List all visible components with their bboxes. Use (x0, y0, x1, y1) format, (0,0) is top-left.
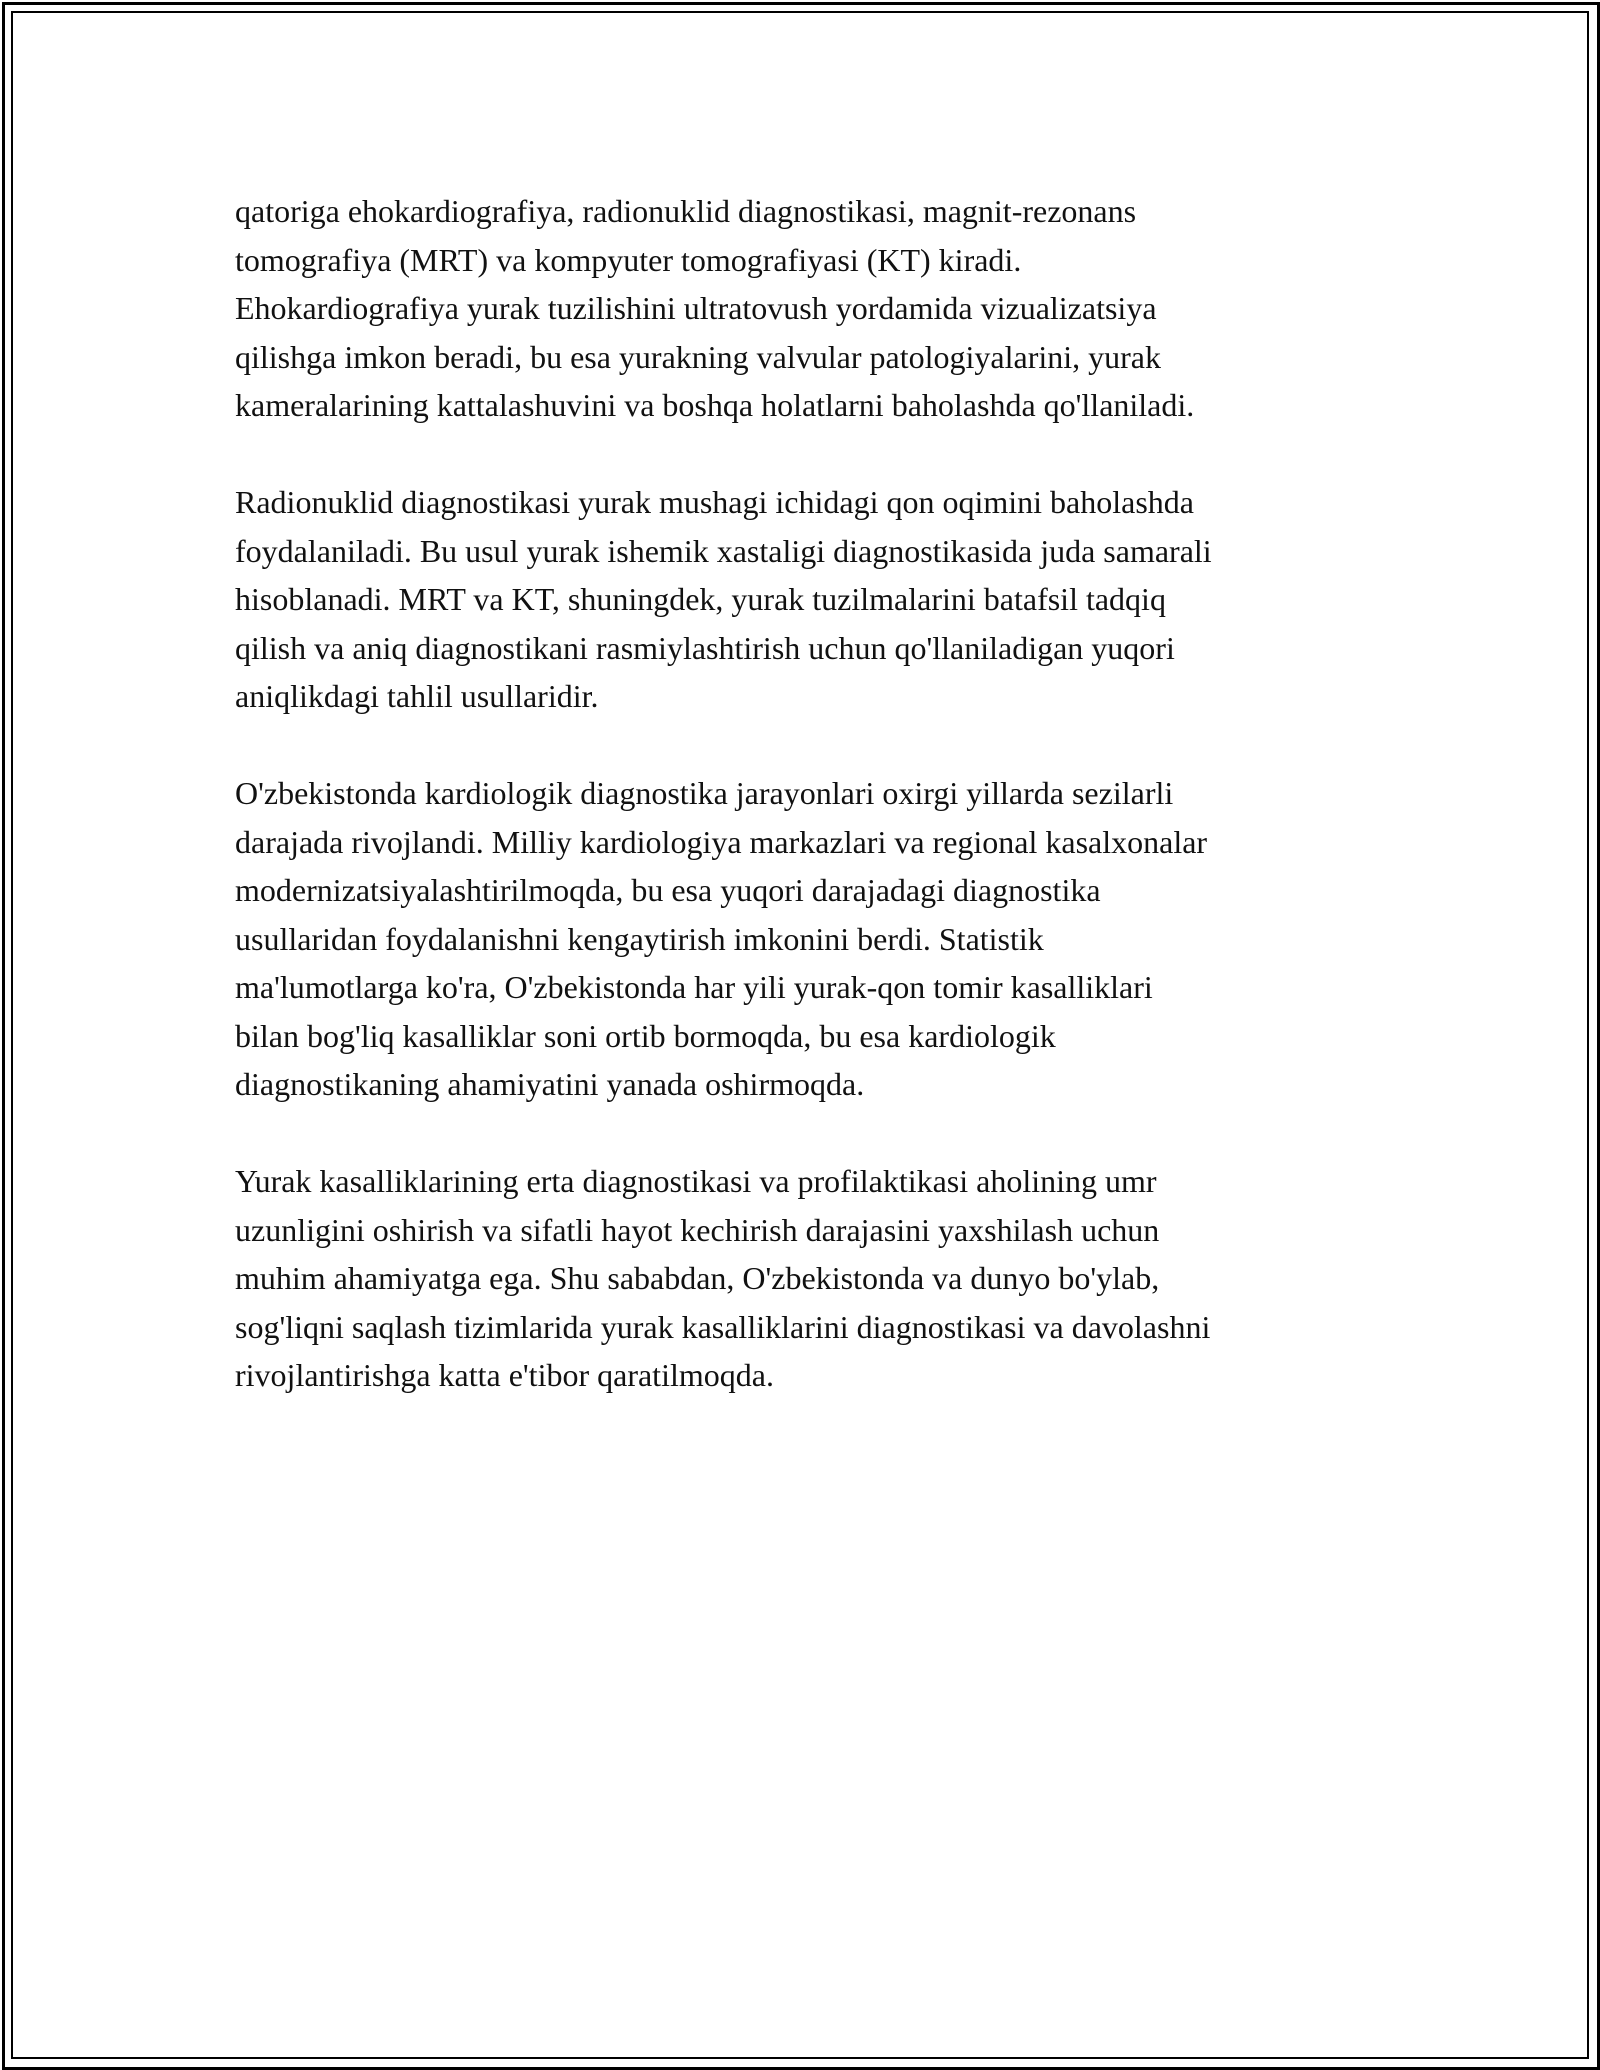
paragraph-line: Yurak kasalliklarining erta diagnostikasi va profilaktikasi aholining umr (235, 1163, 1157, 1199)
paragraph-spacer (235, 1109, 1375, 1158)
paragraph-line: Ehokardiografiya yurak tuzilishini ultratovush yordamida vizualizatsiya (235, 290, 1157, 326)
paragraph-line: ma'lumotlarga ko'ra, O'zbekistonda har yili yurak-qon tomir kasalliklari (235, 969, 1153, 1005)
paragraph-line: qilish va aniq diagnostikani rasmiylashtirish uchun qo'llaniladigan yuqori (235, 629, 1175, 666)
paragraph-line: foydalaniladi. Bu usul yurak ishemik xastaligi diagnostikasida juda samarali (235, 532, 1212, 569)
paragraph-line: hisoblanadi. MRT va KT, shuningdek, yurak tuzilmalarini batafsil tadqiq (235, 581, 1166, 617)
paragraph-line: diagnostikaning ahamiyatini yanada oshirmoqda. (235, 1066, 865, 1102)
document-body (235, 187, 1375, 1400)
paragraph-line: qilishga imkon beradi, bu esa yurakning valvular patologiyalarini, yurak (235, 338, 1161, 375)
paragraph-line: muhim ahamiyatga ega. Shu sababdan, O'zbekistonda va dunyo bo'ylab, (235, 1260, 1160, 1296)
paragraph-3 (235, 769, 1375, 1109)
paragraph-line: uzunligini oshirish va sifatli hayot kechirish darajasini yaxshilash uchun (235, 1211, 1160, 1248)
paragraph-line: rivojlantirishga katta e'tibor qaratilmoqda. (235, 1357, 774, 1393)
paragraph-2 (235, 478, 1375, 721)
paragraph-line: O'zbekistonda kardiologik diagnostika jarayonlari oxirgi yillarda sezilarli (235, 775, 1174, 811)
paragraph-line: kameralarining kattalashuvini va boshqa holatlarni baholashda qo'llaniladi. (235, 387, 1195, 423)
paragraph-4 (235, 1157, 1375, 1400)
paragraph-line: qatoriga ehokardiografiya, radionuklid diagnostikasi, magnit-rezonans (235, 193, 1137, 229)
paragraph-spacer (235, 430, 1375, 479)
paragraph-line: darajada rivojlandi. Milliy kardiologiya markazlari va regional kasalxonalar (235, 823, 1208, 860)
paragraph-spacer (235, 721, 1375, 770)
paragraph-line: modernizatsiyalashtirilmoqda, bu esa yuqori darajadagi diagnostika (235, 872, 1101, 908)
paragraph-line: sog'liqni saqlash tizimlarida yurak kasalliklarini diagnostikasi va davolashni (235, 1308, 1211, 1345)
paragraph-line: Radionuklid diagnostikasi yurak mushagi ichidagi qon oqimini baholashda (235, 484, 1194, 520)
paragraph-line: aniqlikdagi tahlil usullaridir. (235, 678, 599, 714)
paragraph-line: usullaridan foydalanishni kengaytirish imkonini berdi. Statistik (235, 920, 1044, 957)
paragraph-line: bilan bog'liq kasalliklar soni ortib bormoqda, bu esa kardiologik (235, 1017, 1056, 1054)
paragraph-1 (235, 187, 1375, 430)
paragraph-line: tomografiya (MRT) va kompyuter tomografiyasi (KT) kiradi. (235, 241, 1022, 278)
